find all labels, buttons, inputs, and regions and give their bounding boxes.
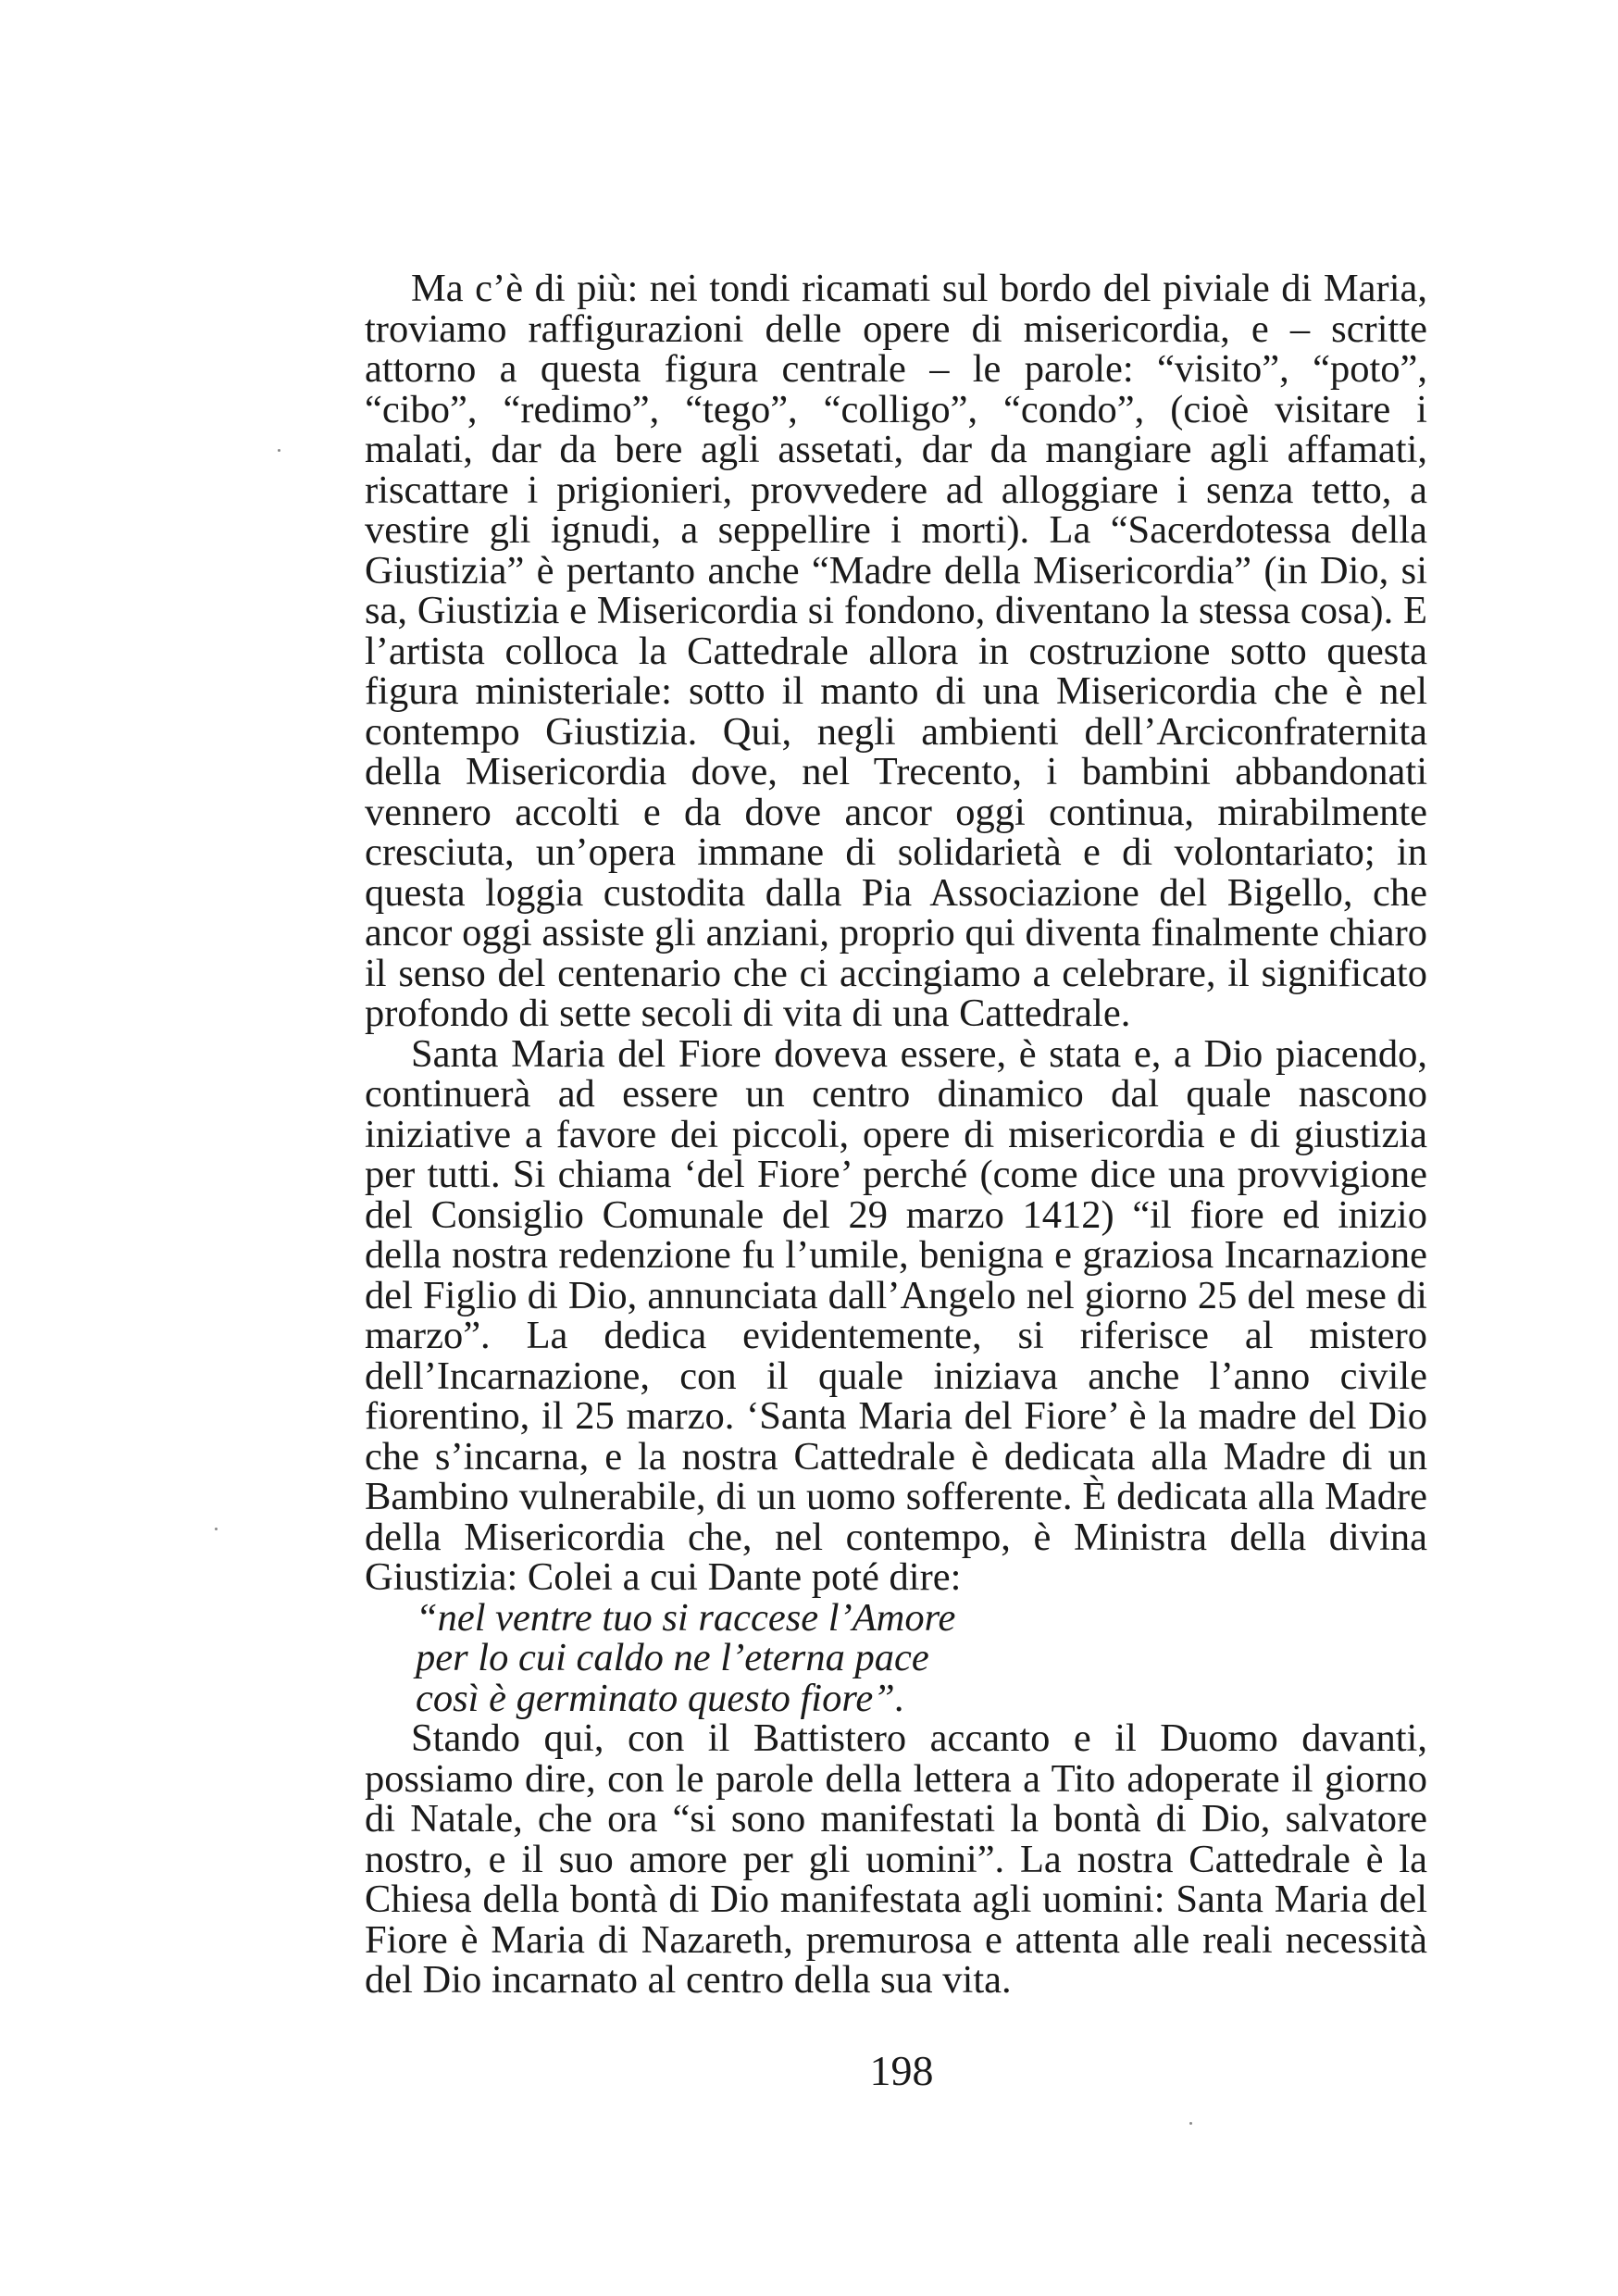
scan-speck	[278, 449, 280, 452]
scan-speck	[1189, 2122, 1192, 2125]
verse-line-1: “nel ventre tuo si raccese l’Amore	[416, 1595, 956, 1640]
paragraph-3: Stando qui, con il Battistero accanto e il Duomo davanti, possiamo dire, con le parole della lettera a Tito adoperate il giorno di Natale, che ora “si sono manifestati la bontà di Dio, salvatore nostro, e il suo amore per gli uomini”. La nostra Cattedrale è la Chiesa della bontà di Dio manifestata agli uomini: Santa Maria del Fiore è Maria di Nazareth, premurosa e attenta alle reali necessità del Dio incarnato al centro della sua vita.	[365, 1716, 1427, 2002]
scan-speck	[215, 1528, 218, 1530]
paragraph-1: Ma c’è di più: nei tondi ricamati sul bordo del piviale di Maria, troviamo raffigurazioni delle opere di misericordia, e – scritte attorno a questa figura centrale – le parole: “visito”, “poto”, “cibo”, “redimo”, “tego”, “colligo”, “condo”, (cioè visitare i malati, dar da bere agli assetati, dar da mangiare agli affamati, riscattare i prigionieri, provvedere ad alloggiare i senza tetto, a vestire gli ignudi, a seppellire i morti). La “Sacerdotessa della Giustizia” è pertanto anche “Madre della Misericordia” (in Dio, si sa, Giustizia e Misericordia si fondono, diventano la stessa cosa). E l’artista colloca la Cattedrale allora in costruzione sotto questa figura ministeriale: sotto il manto di una Misericordia che è nel contempo Giustizia. Qui, negli ambienti dell’Arciconfraternita della Misericordia dove, nel Trecento, i bambini abbandonati vennero accolti e da dove ancor oggi continua, mirabilmente cresciuta, un’opera immane di solidarietà e di volontariato; in questa loggia custodita dalla Pia Associazione del Bigello, che ancor oggi assiste gli anziani, proprio qui diventa finalmente chiaro il senso del centenario che ci accingiamo a celebrare, il significato profondo di sette secoli di vita di una Cattedrale.	[365, 267, 1427, 1035]
verse-line-3: così è germinato questo fiore”.	[416, 1676, 905, 1720]
page-number: 198	[869, 2047, 934, 2094]
verse-line-2: per lo cui caldo ne l’eterna pace	[416, 1636, 929, 1679]
body-text	[365, 268, 1427, 2001]
paragraph-2: Santa Maria del Fiore doveva essere, è stata e, a Dio piacendo, continuerà ad essere un centro dinamico dal quale nascono iniziative a favore dei piccoli, opere di misericordia e di giustizia per tutti. Si chiama ‘del Fiore’ perché (come dice una provvigione del Consiglio Comunale del 29 marzo 1412) “il fiore ed inizio della nostra redenzione fu l’umile, benigna e graziosa Incarnazione del Figlio di Dio, annunciata dall’Angelo nel giorno 25 del mese di marzo”. La dedica evidentemente, si riferisce al mistero dell’Incarnazione, con il quale iniziava anche l’anno civile fiorentino, il 25 marzo. ‘Santa Maria del Fiore’ è la madre del Dio che s’incarna, e la nostra Cattedrale è dedicata alla Madre di un Bambino vulnerabile, di un uomo sofferente. È dedicata alla Madre della Misericordia che, nel contempo, è Ministra della divina Giustizia: Colei a cui Dante poté dire:	[365, 1031, 1427, 1599]
